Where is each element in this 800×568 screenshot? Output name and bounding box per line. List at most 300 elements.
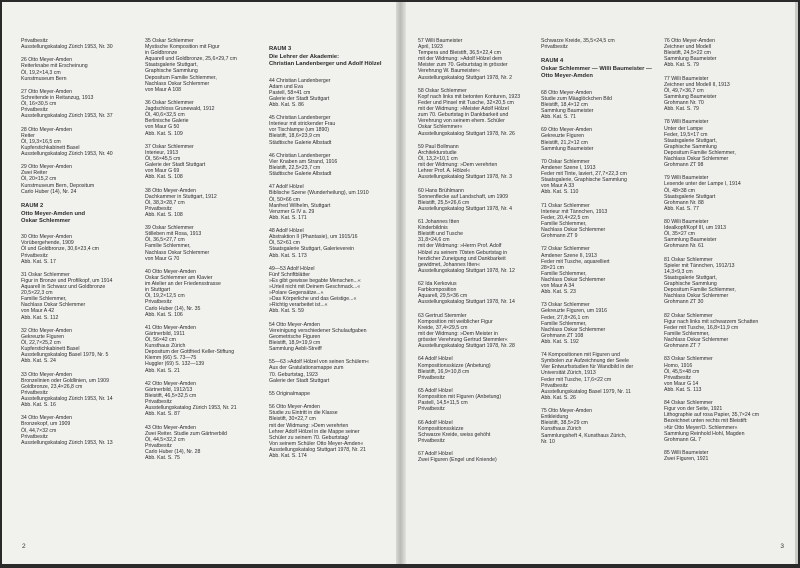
entry-line: Ausstellungskatalog Stuttgart 1978, Nr. 2 [418, 74, 513, 81]
entry-line: Ausstellungskatalog Basel 1979, Nr. 5 [21, 352, 109, 359]
entry-line: 40 Otto Meyer-Amden [145, 268, 197, 275]
entry-line: Abb. Kat. S. 106 [145, 311, 183, 318]
entry-line: Verehrung W. Baumeister« [418, 68, 480, 75]
catalog-entry [145, 188, 263, 218]
entry-line: Schreitende in Reitanzug, 1913 [21, 95, 94, 102]
right-page [402, 2, 798, 564]
entry-line: Fünf Schriftblätter [269, 271, 310, 278]
room-subtitle [541, 66, 659, 80]
entry-line: Familie Schlemmer, [145, 243, 191, 250]
entry-line: Abb. Kat. S. 24 [21, 358, 56, 365]
entry-line: von Maur A 33 [541, 183, 575, 190]
entry-line: 39 Oskar Schlemmer [145, 225, 194, 232]
right-column-3 [664, 38, 782, 469]
entry-line: 36 Oskar Schlemmer [145, 100, 194, 107]
entry-line: 32 Otto Meyer-Amden [21, 327, 73, 334]
entry-line: Staatsgalerie Stuttgart, [664, 137, 717, 144]
entry-line: Nachlass Oskar Schlemmer [664, 293, 729, 300]
entry-line: Privatbesitz [418, 406, 445, 413]
entry-line: Depositum der Gottfried Keller-Stiftung [145, 349, 235, 356]
catalog-entry [269, 391, 387, 397]
entry-line: Grohmann Nr. 61 [664, 243, 704, 250]
entry-line: Bleistift, 16,9×10,8 cm [418, 368, 470, 375]
entry-line: Bleistift, 38,5×29 cm [541, 420, 588, 427]
entry-line: Zwei Reiter. Studie zum Gärtnerbild [145, 430, 227, 437]
entry-line: Graphische Sammlung [664, 281, 717, 288]
entry-line: Grohmann GL 7 [664, 436, 702, 443]
catalog-entry [269, 228, 387, 258]
room-heading: RAUM 2 [21, 202, 44, 209]
entry-line: Ausstellungskatalog Stuttgart 1978, Nr. 3 [418, 174, 513, 181]
entry-line: Abb. Kat. S. 26 [541, 394, 576, 401]
entry-line: Abb. Kat. S. 79 [664, 62, 699, 69]
entry-line: Staatsgalerie Stuttgart [664, 193, 716, 200]
entry-line: Sammlung Baumeister [664, 93, 717, 100]
entry-line: 67 Adolf Hölzel [418, 451, 453, 458]
entry-line: Sammlung Baumeister [541, 145, 594, 152]
entry-line: Bleistift, 21,2×12 cm [541, 139, 588, 146]
entry-line: Städtische Galerie Albstadt [269, 171, 332, 178]
entry-line: Bleistift und Tusche [418, 231, 463, 238]
entry-line: Zwei Figuren (Engel und Kniende) [418, 457, 497, 464]
entry-line: Venzmer G IV a. 29 [269, 208, 315, 215]
entry-line: 38 Otto Meyer-Amden [145, 187, 197, 194]
entry-line: von Maur A 34 [541, 282, 575, 289]
catalog-entry [21, 328, 139, 365]
catalog-entry [145, 100, 263, 137]
entry-line: 75 Otto Meyer-Amden [541, 408, 593, 415]
entry-line: Familie Schlemmer, [664, 330, 710, 337]
entry-line: in Stuttgart [145, 287, 171, 294]
entry-line: Biblische Szene (Wunderheilung), um 1910 [269, 190, 369, 197]
right-column-1 [418, 38, 536, 471]
catalog-entry [418, 313, 536, 350]
entry-line: Ausstellungskatalog Stuttgart 1978, Nr. 28 [418, 343, 515, 350]
room-heading: RAUM 4 [541, 58, 564, 65]
entry-line: Gärtnerbild, 1911 [145, 330, 185, 337]
catalog-entry [21, 38, 139, 50]
entry-line: Abb. Kat. S. 113 [664, 386, 702, 393]
entry-line: Privatbesitz [21, 389, 48, 396]
entry-line: Lehrer Prof. A. Hölzel« [418, 168, 471, 175]
entry-line: Ausstellungskatalog Basel 1979, Nr. 11 [541, 388, 631, 395]
entry-line: Abstraktion II (Phantasie), um 1915/16 [269, 234, 358, 241]
entry-line: 55—63 »Adolf Hölzel von seinen Schülern« [269, 359, 370, 366]
entry-line: Grohmann Nr. 88 [664, 199, 704, 206]
entry-line: 70. Geburtstag, 1923 [269, 371, 318, 378]
entry-line: 54 Otto Meyer-Amden [269, 321, 321, 328]
entry-line: Privatbesitz [145, 442, 172, 449]
entry-line: Depositum Familie Schlemmer, [664, 149, 736, 156]
entry-line: »für Otto Meyer/O. Schlemmer« [664, 424, 738, 431]
room-subtitle-line: Otto Meyer-Amden [541, 73, 593, 80]
entry-line: Öl, 16×30,5 cm [21, 101, 57, 108]
entry-line: Hölzel zu seinem 70sten Geburtstag in [418, 249, 508, 256]
room-subtitle [21, 211, 139, 225]
entry-line: Öl, 19,2×14,3 cm [21, 69, 61, 76]
entry-line: 56 Otto Meyer-Amden [269, 404, 321, 411]
entry-line: von Maur G 14 [664, 380, 699, 387]
catalog-entry [418, 388, 536, 412]
entry-line: Nachlass Oskar Schlemmer [664, 155, 729, 162]
entry-line: Sammlung Baumeister [664, 237, 717, 244]
catalog-entry [269, 78, 387, 108]
entry-line: Grohmann ZT 98 [664, 162, 704, 169]
entry-line: Depositum Familie Schlemmer, [145, 74, 217, 81]
page-number-right: 3 [780, 543, 784, 550]
entry-line: 48 Adolf Hölzel [269, 228, 304, 235]
entry-line: Meister zum 70. Geburtstag in grösster [418, 62, 508, 69]
entry-line: Lehrer Adolf Hölzel in die Mappe seiner [269, 428, 360, 435]
entry-line: Feder, 27,8×26,1 cm [541, 314, 589, 321]
entry-line: Öl, 20×15,2 cm [21, 176, 57, 183]
entry-line: Nachlass Oskar Schlemmer [664, 337, 729, 344]
catalog-entry [269, 153, 387, 177]
entry-line: Grohmann ZT 30 [664, 299, 704, 306]
entry-line: mit der Widmung: »Herrn Prof. Adolf [418, 243, 502, 250]
entry-line: im Atelier an der Friedensstrasse [145, 281, 221, 288]
right-column-2 [541, 38, 659, 452]
catalog-entry [664, 38, 782, 68]
entry-line: Öl, 35×27 cm [664, 231, 695, 238]
entry-line: Öl, 36,5×27,7 cm [145, 237, 185, 244]
entry-line: 14,3×9,3 cm [664, 268, 693, 275]
entry-line: Lesende unter der Lampe I, 1914 [664, 181, 741, 188]
entry-line: Pastell, 58×41 cm [269, 89, 311, 96]
catalog-entry [541, 90, 659, 120]
entry-line: Zeichner und Modell [664, 44, 712, 51]
entry-line: Feder mit Tusche, 17,6×22 cm [541, 376, 612, 383]
entry-line: Oskar Schlemmer« [418, 124, 463, 131]
catalog-entry [541, 246, 659, 295]
entry-line: Homo, 1916 [664, 362, 693, 369]
entry-line: 68 Otto Meyer-Amden [541, 89, 593, 96]
entry-line: Staatsgalerie Stuttgart, Galerieverein [269, 246, 355, 253]
catalog-entry [21, 372, 139, 409]
entry-line: Geometrische Figuren [269, 333, 321, 340]
entry-line: 63 Gertrud Stemmler [418, 312, 467, 319]
entry-line: 28 Otto Meyer-Amden [21, 126, 73, 133]
catalog-entry [145, 269, 263, 318]
entry-line: Sonnenflecke auf Landschaft, um 1909 [418, 193, 508, 200]
entry-line: mit der Widmung: »Meister Adolf Hölzel [418, 106, 509, 113]
entry-line: Carlo Huber (14), Nr. 24 [21, 188, 77, 195]
entry-line: Carlo Huber (14), Nr. 28 [145, 448, 201, 455]
catalog-entry [664, 313, 782, 350]
catalog-entry [541, 38, 659, 50]
entry-line: 71 Oskar Schlemmer [541, 202, 590, 209]
entry-line: von Maur A 108 [145, 86, 182, 93]
entry-line: Privatbesitz [145, 399, 172, 406]
entry-line: Privatbesitz [664, 374, 691, 381]
entry-line: Kunsthaus Zürich [145, 343, 186, 350]
entry-line: in Goldbronze [145, 50, 178, 57]
catalog-entry [21, 164, 139, 194]
entry-line: Bleistift, 18,6×23,9 cm [269, 133, 321, 140]
left-column-3 [269, 38, 387, 466]
entry-line: Öl, 38,3×28,7 cm [145, 199, 185, 206]
entry-line: 69 Otto Meyer-Amden [541, 127, 593, 134]
entry-line: Kunstmuseum Bern [21, 75, 67, 82]
entry-line: Abb. Kat. S. 17 [21, 258, 56, 265]
entry-line: Feder und Pinsel mit Tusche, 32×20,5 cm [418, 100, 514, 107]
entry-line: Reiter [21, 132, 35, 139]
entry-line: Grohmann Nr. 70 [664, 100, 704, 107]
entry-line: 41 Otto Meyer-Amden [145, 324, 197, 331]
catalog-entry [418, 451, 536, 463]
entry-line: Kompositionsskizze [418, 425, 464, 432]
catalog-entry [418, 88, 536, 137]
entry-line: von Maur G 70 [145, 255, 180, 262]
entry-line: Adam und Eva [269, 83, 304, 90]
entry-line: Galerie der Stadt Stuttgart [269, 95, 330, 102]
entry-line: Amdener Szene I, 1913 [541, 165, 596, 171]
entry-line: Privatbesitz [21, 252, 48, 259]
catalog-entry [21, 127, 139, 157]
catalog-entry [664, 76, 782, 113]
entry-line: Vier Knaben am Strand, 1916 [269, 158, 338, 165]
catalog-entry [541, 302, 659, 345]
entry-line: Nachlass Oskar Schlemmer [145, 249, 210, 256]
room-subtitle-line: Oskar Schlemmer [21, 218, 71, 225]
entry-line: 84 Oskar Schlemmer [664, 400, 713, 407]
entry-line: Abb. Kat. S. 75 [145, 455, 180, 462]
entry-line: Bleistift, 18,4×12 cm [541, 101, 588, 108]
entry-line: Entkleidung [541, 414, 569, 421]
entry-line: Gekreuzte Figuren [541, 133, 584, 140]
left-column-2 [145, 38, 263, 468]
entry-line: Familie Schlemmer, [541, 220, 587, 227]
entry-line: Grohmann ZT 108 [541, 332, 584, 339]
catalog-entry [541, 203, 659, 240]
entry-line: 20,5×22,3 cm [21, 290, 53, 297]
entry-line: Studie zu Eintritt in die Klasse [269, 410, 338, 417]
entry-line: Abb. Kat. S. 59 [269, 308, 304, 315]
catalog-entry [418, 219, 536, 274]
entry-line: Familie Schlemmer, [541, 270, 587, 277]
entry-line: Nachlass Oskar Schlemmer [21, 302, 86, 309]
entry-line: Abb. Kat. S. 171 [269, 214, 307, 221]
entry-line: von Maur A 42 [21, 308, 55, 315]
entry-line: Unter der Lampe [664, 125, 703, 132]
entry-line: Vorübergehende, 1909 [21, 240, 74, 247]
entry-line: Grohmann ZT 9 [541, 233, 578, 240]
entry-line: mit der Widmung: »Dem Meister in [418, 330, 498, 337]
entry-line: Ausstellungskatalog Zürich 1953, Nr. 30 [21, 44, 113, 51]
entry-line: Gekreuzte Figuren, um 1916 [541, 308, 608, 315]
entry-line: Dachkammer in Stuttgart, 1912 [145, 193, 217, 200]
entry-line: Öl, 56×45,5 cm [145, 155, 181, 162]
entry-line: vor Tischlampe (um 1890) [269, 127, 329, 134]
entry-line: Figur in Bronze und Profilkopf, um 1914 [21, 277, 113, 284]
entry-line: von Maur G 69 [145, 168, 180, 175]
entry-line: Privatbesitz [21, 433, 48, 440]
entry-line: Berlinische Galerie [145, 118, 189, 125]
entry-line: Abb. Kat. S. 86 [269, 101, 304, 108]
catalog-entry [541, 352, 659, 401]
entry-line: Interieur mit strickender Frau [269, 121, 336, 128]
page-number-left: 2 [22, 543, 26, 550]
entry-line: 60 Hans Brühlmann [418, 187, 464, 194]
entry-line: Kompositionsskizze (Anbetung) [418, 362, 491, 369]
entry-line: 46 Christian Landenberger [269, 152, 331, 159]
entry-line: 72 Oskar Schlemmer [541, 246, 590, 253]
entry-line: Privatbesitz [541, 44, 568, 51]
entry-line: Ausstellungskatalog Zürich 1953, Nr. 21 [145, 405, 237, 412]
entry-line: Ausstellungskatalog Zürich 1953, Nr. 40 [21, 150, 113, 157]
entry-line: Zwei Figuren, 1921 [664, 456, 709, 463]
entry-line: Huggler (69) S. 132—139 [145, 361, 205, 368]
entry-line: zum 70. Geburtstag in Dankbarkeit und [418, 112, 509, 119]
entry-line: Grohmann ZT 7 [664, 343, 701, 350]
catalog-entry [21, 57, 139, 81]
entry-line: Abb. Kat. S. 87 [145, 411, 180, 418]
entry-line: Sammlungsheft 4, Kunsthaus Zürich, [541, 432, 627, 439]
entry-line: Öl, 19,2×12,5 cm [145, 293, 185, 300]
entry-line: Architekturstudie [418, 149, 457, 156]
catalog-entry [145, 144, 263, 181]
entry-line: Graphische Sammlung [145, 68, 198, 75]
entry-line: Interieur mit Tännchen, 1913 [541, 208, 608, 215]
entry-line: 42 Otto Meyer-Amden [145, 380, 197, 387]
entry-line: mit der Widmung: »Dem verehrten [418, 162, 498, 169]
catalog-entry [145, 225, 263, 262]
catalog-entry [145, 381, 263, 418]
entry-line: 31 Oskar Schlemmer [21, 271, 70, 278]
entry-line: Öl, 52×61 cm [269, 240, 300, 247]
entry-line: 59 Paul Bollmann [418, 143, 459, 150]
entry-line: Öl, 40,6×32,5 cm [145, 112, 185, 119]
entry-line: Aquarell in Schwarz und Goldbronze [21, 284, 106, 291]
book-gutter [396, 2, 406, 564]
entry-line: Feder mit Tusche, 16,8×11,9 cm [664, 324, 739, 331]
entry-line: Komposition mit weiblicher Figur [418, 318, 493, 325]
entry-line: Staatsgalerie, Graphische Sammlung [541, 177, 627, 184]
entry-line: 31,8×24,6 cm [418, 237, 450, 244]
catalog-entry [145, 325, 263, 374]
entry-line: Tempera und Bleistift, 36,5×22,4 cm [418, 50, 501, 57]
catalog-entry [664, 400, 782, 443]
entry-line: Ausstellungskatalog Stuttgart 1978, Nr. 14 [418, 299, 515, 306]
entry-line: Ausstellungskatalog Stuttgart 1978, Nr. 21 [269, 446, 366, 453]
entry-line: Feder, 19,5×17 cm [664, 131, 708, 138]
entry-line: Öl, 44,5×32,2 cm [145, 436, 185, 443]
entry-line: Kunstmuseum Bern, Depositum [21, 182, 95, 189]
entry-line: Studie zum Mäaglöckchen Bild [541, 95, 612, 102]
room-subtitle-line: Otto Meyer-Amden und [21, 210, 86, 217]
entry-line: Öl und Goldbronze, 30,6×23,4 cm [21, 246, 100, 253]
entry-line: mit der Widmung: »Dem verehrten [269, 422, 349, 429]
entry-line: Ausstellungskatalog Stuttgart 1978, Nr. 4 [418, 205, 513, 212]
entry-line: »Urteil nicht mit Deinem Geschmack...« [269, 284, 361, 291]
entry-line: Mystische Komposition mit Figur [145, 44, 220, 51]
entry-line: Abb. Kat. S. 79 [664, 106, 699, 113]
entry-line: 43 Otto Meyer-Amden [145, 424, 197, 431]
catalog-entry [269, 266, 387, 315]
entry-line: Bezeichnet unten rechts mit Bleistift: [664, 418, 748, 425]
entry-line: Bleistift, 25,5×26,6 cm [418, 199, 470, 206]
entry-line: Gekreuzte Figuren [21, 333, 64, 340]
entry-line: Galerie der Stadt Stuttgart [269, 377, 330, 384]
room-heading: RAUM 3 [269, 46, 292, 52]
room-subtitle [269, 54, 387, 68]
catalog-entry [418, 38, 536, 81]
entry-line: 55 Originalmappe [269, 390, 310, 397]
entry-line: »Das Körperliche und das Geistige...« [269, 296, 357, 303]
entry-line: Schwarze Kreide, 35,5×24,5 cm [541, 38, 615, 44]
entry-line: Nr. 10 [541, 438, 555, 445]
entry-line: Bleistift, 24,5×22 cm [664, 50, 711, 57]
entry-line: Depositum Familie Schlemmer, [664, 287, 736, 294]
entry-line: Abb. Kat. S. 174 [269, 452, 307, 459]
entry-line: Graphische Sammlung [664, 143, 717, 150]
entry-line: Privatbesitz [145, 299, 172, 306]
entry-line: 65 Adolf Hölzel [418, 388, 453, 394]
entry-line: von Maur G 50 [145, 124, 180, 131]
catalog-entry [269, 322, 387, 352]
entry-line: »Richtig verarbeitet ist...« [269, 302, 328, 309]
entry-line: Städtische Galerie Albstadt [269, 139, 332, 146]
entry-line: 37 Oskar Schlemmer [145, 143, 194, 150]
entry-line: »Es gibt gewisse begabte Menschen...« [269, 277, 361, 284]
entry-line: 28×21 cm [541, 264, 564, 271]
entry-line: Kinderbildnis [418, 225, 448, 232]
entry-line: Öl, 50×66 cm [269, 196, 300, 203]
entry-line: Sammlung Baumeister [541, 107, 594, 114]
entry-line: Bronzekopf, um 1909 [21, 421, 71, 428]
entry-line: 58 Oskar Schlemmer [418, 87, 467, 94]
entry-line: 80 Willi Baumeister [664, 219, 709, 226]
page-edge [795, 2, 798, 564]
catalog-entry [145, 425, 263, 462]
entry-line: April, 1923 [418, 44, 443, 51]
entry-line: Vier Entwurfsstudien für Wandbild in der [541, 364, 634, 371]
catalog-entry [664, 175, 782, 212]
entry-line: Öl, 44,7×32 cm [21, 427, 57, 434]
entry-line: 85 Willi Baumeister [664, 450, 709, 457]
entry-line: Kopf nach links mit betonten Konturen, 1923 [418, 93, 521, 100]
catalog-entry [541, 408, 659, 445]
entry-line: Von seinem Schüler Otto Meyer-Amden« [269, 440, 364, 447]
catalog-entry [269, 404, 387, 459]
entry-line: Familie Schlemmer, [21, 296, 67, 303]
entry-line: Sammlung Baumeister [664, 56, 717, 63]
entry-line: gewidmet, Johannes Itten« [418, 261, 481, 268]
entry-line: Öl, 13,2×10,1 cm [418, 155, 458, 162]
entry-line: Privatbesitz [418, 437, 445, 444]
entry-line: Symbolen zur Aufzeichnung der Seele [541, 358, 629, 365]
entry-line: 78 Willi Baumeister [664, 119, 709, 126]
entry-line: Klemm (66) S. 73—75 [145, 355, 197, 362]
entry-line: 47 Adolf Hölzel [269, 184, 304, 191]
catalog-spread [2, 2, 798, 564]
entry-line: Universität Zürich, 1913 [541, 370, 596, 377]
entry-line: Figur nach links mit schwarzem Schatten [664, 318, 759, 325]
entry-line: Ausstellungskatalog Zürich 1953, Nr. 13 [21, 439, 113, 446]
entry-line: 62 Ida Kerkovius [418, 281, 457, 288]
entry-line: »Polare Gegensätze...« [269, 290, 324, 297]
catalog-entry [145, 38, 263, 93]
entry-line: Öl, 45,5×48 cm [664, 368, 700, 375]
entry-line: Öl, 49,7×36,7 cm [664, 87, 704, 94]
catalog-entry [21, 234, 139, 264]
catalog-entry [269, 184, 387, 221]
entry-line: 33 Otto Meyer-Amden [21, 371, 73, 378]
entry-line: 66 Adolf Hölzel [418, 419, 453, 426]
entry-line: Carlo Huber (14), Nr. 35 [145, 305, 201, 312]
entry-line: 44 Christian Landenberger [269, 77, 331, 84]
catalog-entry [21, 89, 139, 119]
